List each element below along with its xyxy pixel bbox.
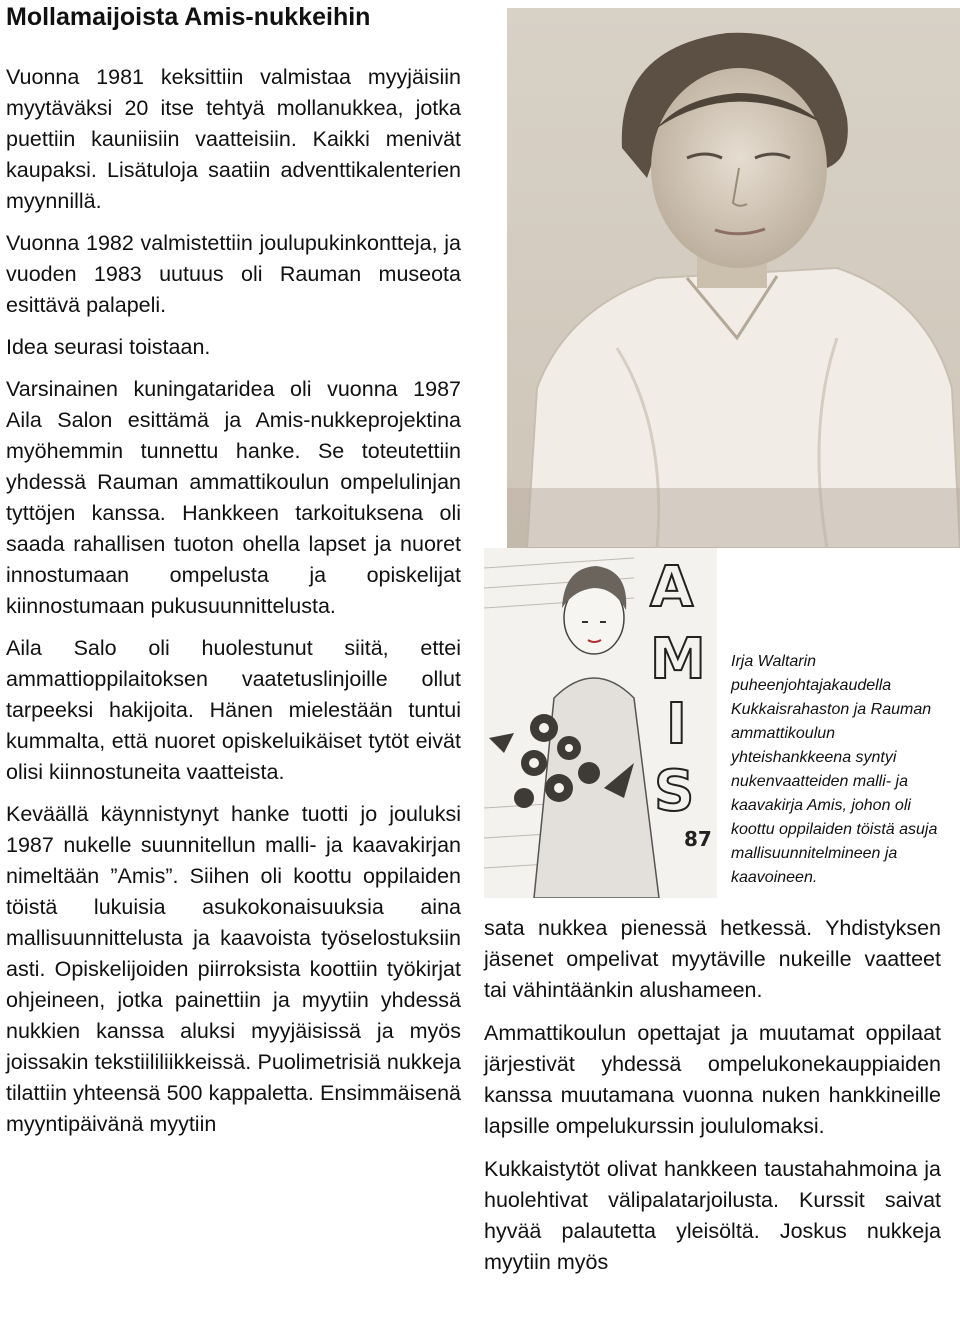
article-title: Mollamaijoista Amis-nukkeihin	[6, 3, 371, 31]
paragraph: Ammattikoulun opettajat ja muutamat oppilaat järjestivät yhdessä ompelukonekauppiaiden kanssa muutamana vuonna nuken hankkineille lapsille ompelukurssin joululomaksi.	[484, 1021, 941, 1138]
booklet-letter: A	[650, 555, 694, 620]
booklet-letter: S	[654, 759, 695, 824]
paragraph: Vuonna 1981 keksittiin valmistaa myyjäisiin myytäväksi 20 itse tehtyä mollanukkea, jotka puettiin kauniisiin vaatteisiin. Kaikki menivät kaupaksi. Lisätuloja saatiin adventtikalenterien myynnillä.	[6, 65, 461, 213]
booklet-letter: I	[666, 692, 687, 757]
booklet-letter: M	[650, 627, 706, 692]
paragraph: Idea seurasi toistaan.	[6, 335, 211, 359]
booklet-year: 87	[684, 827, 712, 851]
booklet-cover-image	[484, 548, 717, 898]
portrait-photo	[507, 8, 960, 548]
right-column	[484, 913, 941, 1278]
image-caption: Irja Waltarin puheenjohtajakaudella Kukkaisrahaston ja Rauman ammattikoulun yhteishankkeena syntyi nukenvaatteiden malli- ja kaavakirja Amis, johon oli koottu oppilaiden töistä asuja mallisuunnitelmineen ja kaavoineen.	[731, 653, 938, 886]
paragraph: Kukkaistytöt olivat hankkeen taustahahmoina ja huolehtivat välipalatarjoilusta. Kurssit saivat hyvää palautetta yleisöltä. Joskus nukkeja myytiin myös	[484, 1157, 941, 1274]
paragraph: sata nukkea pienessä hetkessä. Yhdistyksen jäsenet ompelivat myytäville nukeille vaatteet tai vähintäänkin alushameen.	[484, 916, 941, 1002]
left-column	[6, 62, 461, 1140]
paragraph: Vuonna 1982 valmistettiin joulupukinkontteja, ja vuoden 1983 uutuus oli Rauman museota esittävä palapeli.	[6, 231, 461, 317]
paragraph: Keväällä käynnistynyt hanke tuotti jo jouluksi 1987 nukelle suunnitellun malli- ja kaavakirjan nimeltään ”Amis”. Siihen oli koottu oppilaiden töistä lukuisia asukokonaisuuksia aina mallisuunnittelusta ja kaavoista työselostuksiin asti. Opiskelijoiden piirroksista koottiin työkirjat ohjeineen, jotka painettiin ja myytiin yhdessä nukkien kanssa aluksi myyjäisissä ja myös joissakin tekstiililiikkeissä. Puolimetrisiä nukkeja tilattiin yhteensä 500 kappaletta. Ensimmäisenä myyntipäivänä myytiin	[6, 802, 461, 1136]
paragraph: Varsinainen kuningataridea oli vuonna 1987 Aila Salon esittämä ja Amis-nukkeprojektina myöhemmin tunnettu hanke. Se toteutettiin yhdessä Rauman ammattikoulun ompelulinjan tyttöjen kanssa. Hankkeen tarkoituksena oli saada rahallisen tuoton ohella lapset ja nuoret innostumaan ompelusta ja opiskelijat kiinnostumaan pukusuunnittelusta.	[6, 377, 461, 618]
paragraph: Aila Salo oli huolestunut siitä, ettei ammattioppilaitoksen vaatetuslinjoille ollut tarpeeksi hakijoita. Hänen mielestään tuntui kummalta, että nuoret opiskeluikäiset tytöt eivät olisi kiinnostuneita vaatteista.	[6, 636, 461, 784]
